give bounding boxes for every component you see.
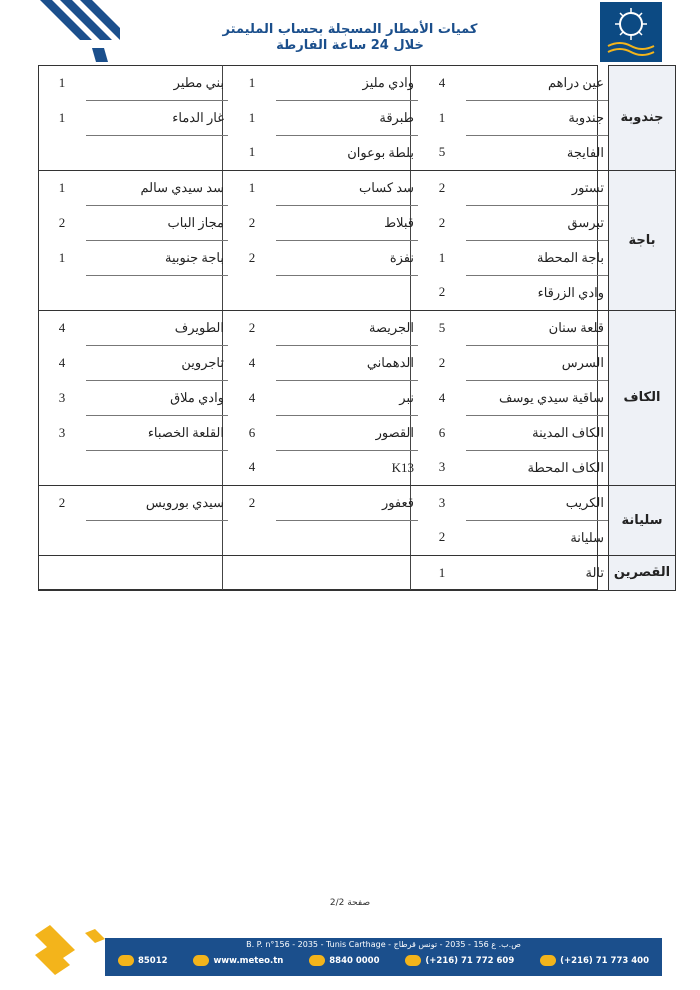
footer-stripes-graphic <box>35 925 110 980</box>
phone-short-icon <box>309 955 325 966</box>
rainfall-value: 1 <box>248 179 256 195</box>
footer-contact-text: (+216) 71 773 400 <box>560 955 649 966</box>
rainfall-value: 1 <box>58 179 66 195</box>
station-name: الجريصة <box>276 310 418 345</box>
governorate-name: جندوبة <box>609 66 676 171</box>
rainfall-value: 4 <box>438 74 446 90</box>
rainfall-value: 6 <box>248 424 256 440</box>
header-stripes-graphic <box>30 0 120 70</box>
station-name: طبرقة <box>276 100 418 135</box>
rainfall-value: 4 <box>58 354 66 370</box>
rainfall-value: 2 <box>438 179 446 195</box>
station-name <box>86 555 228 590</box>
footer-contact-text: 8840 0000 <box>329 955 380 966</box>
meteo-logo <box>600 2 662 62</box>
rainfall-value: 1 <box>438 249 446 265</box>
rainfall-value: 2 <box>58 494 66 510</box>
station-name <box>276 555 418 590</box>
station-name: سيدي بورويس <box>86 485 228 520</box>
station-name: قلعة سنان <box>466 310 609 345</box>
station-name: تبرسق <box>466 205 609 240</box>
station-name: بلطة بوعوان <box>276 135 418 170</box>
station-name: الدهماني <box>276 345 418 380</box>
station-name: الكاف المدينة <box>466 415 609 450</box>
station-name: باجة جنوبية <box>86 240 228 275</box>
governorate-name: سليانة <box>609 485 676 555</box>
table-row <box>38 450 676 485</box>
fax-icon <box>118 955 134 966</box>
station-name: نبر <box>276 380 418 415</box>
table-row <box>38 520 676 555</box>
rainfall-value: 1 <box>58 109 66 125</box>
rainfall-value: 3 <box>438 494 446 510</box>
station-name: نفزة <box>276 240 418 275</box>
rainfall-value: 2 <box>438 354 446 370</box>
rainfall-value <box>228 520 276 555</box>
rainfall-value: 4 <box>438 389 446 405</box>
station-name <box>86 450 228 485</box>
rainfall-value: 2 <box>418 275 466 310</box>
telephone-icon <box>540 955 556 966</box>
table-row <box>38 135 676 170</box>
footer-contacts <box>105 955 662 966</box>
table-row <box>38 66 676 101</box>
footer-contact-item <box>193 955 283 966</box>
footer-address: ص.ب. ع 156 - 2035 - تونس قرطاج - B. P. n°156 - 2035 - Tunis Carthage <box>246 940 521 949</box>
rainfall-value: 1 <box>418 555 466 590</box>
rainfall-value: 6 <box>438 424 446 440</box>
station-name <box>86 520 228 555</box>
station-name: الكريب <box>466 485 609 520</box>
fax-machine-icon <box>405 955 421 966</box>
rainfall-value: 2 <box>418 520 466 555</box>
table-row <box>38 240 676 275</box>
footer-bar <box>105 938 662 976</box>
rainfall-value <box>228 275 276 310</box>
rainfall-value: 2 <box>248 249 256 265</box>
station-name: الطويرف <box>86 310 228 345</box>
table-row <box>38 205 676 240</box>
station-name <box>86 275 228 310</box>
station-name: باجة المحطة <box>466 240 609 275</box>
document-title: كميات الأمطار المسجلة بحساب المليمتر <box>222 22 478 37</box>
document-subtitle: خلال 24 ساعة الفارطة <box>276 38 424 53</box>
rainfall-value <box>38 520 86 555</box>
station-name: سد كساب <box>276 170 418 205</box>
rainfall-value: 1 <box>438 109 446 125</box>
governorate-name: الكاف <box>609 310 676 485</box>
rainfall-value: 3 <box>418 450 466 485</box>
station-name: وادي الزرقاء <box>466 275 609 310</box>
station-name: غار الدماء <box>86 100 228 135</box>
footer-contact-item <box>405 955 514 966</box>
rainfall-value: 3 <box>58 424 66 440</box>
rainfall-value: 2 <box>248 494 256 510</box>
station-name: تالة <box>466 555 609 590</box>
table-row <box>38 485 676 520</box>
station-name: مجاز الباب <box>86 205 228 240</box>
station-name: سد سيدي سالم <box>86 170 228 205</box>
rainfall-value: 4 <box>58 319 66 335</box>
rainfall-value: 1 <box>228 135 276 170</box>
station-name: قبلاط <box>276 205 418 240</box>
rainfall-value: 2 <box>248 319 256 335</box>
table-row <box>38 380 676 415</box>
web-icon <box>193 955 209 966</box>
table-row <box>38 170 676 205</box>
rainfall-value: 1 <box>248 109 256 125</box>
rainfall-value <box>228 555 276 590</box>
station-name: الكاف المحطة <box>466 450 609 485</box>
rainfall-value: 5 <box>418 135 466 170</box>
table-row <box>38 275 676 310</box>
station-name: وادي مليز <box>276 66 418 101</box>
station-name: تاجروين <box>86 345 228 380</box>
station-name: السرس <box>466 345 609 380</box>
station-name: سليانة <box>466 520 609 555</box>
rainfall-value <box>38 555 86 590</box>
governorate-name: القصرين <box>609 555 676 590</box>
station-name: القلعة الخصباء <box>86 415 228 450</box>
page-number: صفحة 2/2 <box>329 898 371 908</box>
rainfall-value <box>38 450 86 485</box>
rainfall-value: 5 <box>438 319 446 335</box>
footer-contact-item <box>540 955 649 966</box>
station-name: عين دراهم <box>466 66 609 101</box>
table-row <box>38 310 676 345</box>
rainfall-value <box>38 275 86 310</box>
station-name: الفايجة <box>466 135 609 170</box>
rainfall-value: 1 <box>248 74 256 90</box>
station-name: قعفور <box>276 485 418 520</box>
rainfall-value: 3 <box>58 389 66 405</box>
station-name: وادي ملاق <box>86 380 228 415</box>
footer-contact-item <box>309 955 379 966</box>
rainfall-value <box>38 135 86 170</box>
table-row <box>38 415 676 450</box>
table-row <box>38 555 676 590</box>
rainfall-value: 4 <box>248 354 256 370</box>
station-name: تستور <box>466 170 609 205</box>
station-name: جندوبة <box>466 100 609 135</box>
station-name: القصور <box>276 415 418 450</box>
table-row <box>38 100 676 135</box>
station-name <box>276 520 418 555</box>
station-name: بني مطير <box>86 66 228 101</box>
rainfall-value: 2 <box>248 214 256 230</box>
rainfall-table <box>38 65 676 591</box>
rainfall-value: 1 <box>58 249 66 265</box>
rainfall-value: 2 <box>438 214 446 230</box>
governorate-name: باجة <box>609 170 676 310</box>
station-name <box>276 275 418 310</box>
footer-contact-text: 85012 <box>137 955 168 966</box>
footer-contact-item <box>118 955 168 966</box>
station-name <box>86 135 228 170</box>
footer-contact-text: www.meteo.tn <box>213 955 284 966</box>
footer-contact-text: (+216) 71 772 609 <box>425 955 515 966</box>
rainfall-value: 4 <box>248 389 256 405</box>
station-name: ساقية سيدي يوسف <box>466 380 609 415</box>
rainfall-value: 4 <box>228 450 276 485</box>
table-row <box>38 345 676 380</box>
station-name: K13 <box>276 450 418 485</box>
rainfall-value: 2 <box>58 214 66 230</box>
rainfall-value: 1 <box>58 74 66 90</box>
